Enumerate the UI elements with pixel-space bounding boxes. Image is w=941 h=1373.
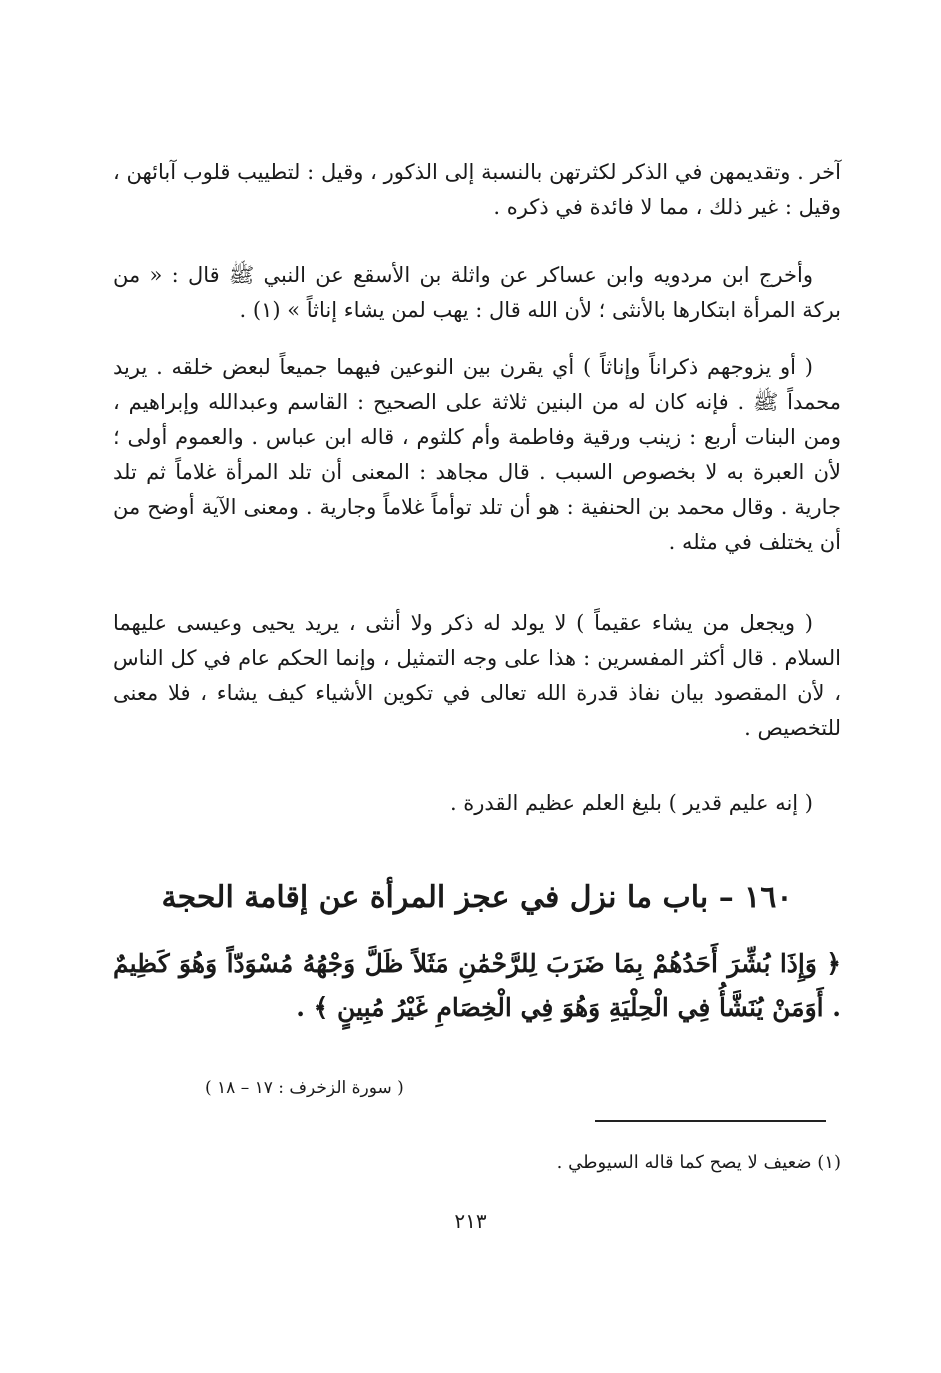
body-paragraph-5: ( إنه عليم قدير ) بليغ العلم عظيم القدرة .	[449, 791, 813, 815]
body-paragraph-3: ( أو يزوجهم ذكراناً وإناثاً ) أي يقرن بين النوعين فيهما جميعاً لبعض خلقه . يريد محمداً ﷺ . فإنه كان له من البنين ثلاثة على الصحيح : القاسم وعبدالله وإبراهيم ، ومن البنات أربع : زينب ورقية وفاطمة وأم كلثوم ، قاله ابن عباس . والعموم أولى ؛ لأن العبرة به لا بخصوص السبب . قال مجاهد : المعنى أن تلد المرأة غلاماً ثم تلد جارية . وقال محمد بن الحنفية : هو أن تلد توأماً غلاماً وجارية . ومعنى الآية أوضح من أن يختلف في مثله .	[113, 355, 841, 554]
surah-reference: ( سورة الزخرف : ١٧ – ١٨ )	[205, 1078, 404, 1098]
body-paragraph-1: آخر . وتقديمهن في الذكر لكثرتهن بالنسبة إلى الذكور ، وقيل : لتطييب قلوب آبائهن ، وقيل : غير ذلك ، مما لا فائدة في ذكره .	[113, 160, 841, 219]
body-paragraph-2: وأخرج ابن مردويه وابن عساكر عن واثلة بن الأسقع عن النبي ﷺ قال : « من بركة المرأة ابتكارها بالأنثى ؛ لأن الله قال : يهب لمن يشاء إناثاً » (١) .	[113, 263, 841, 322]
body-paragraph-4: ( ويجعل من يشاء عقيماً ) لا يولد له ذكر ولا أنثى ، يريد يحيى وعيسى عليهما السلام . قال أكثر المفسرين : هذا على وجه التمثيل ، وإنما الحكم عام في كل الناس ، لأن المقصود بيان نفاذ قدرة الله تعالى في تكوين الأشياء كيف يشاء ، فلا معنى للتخصيص .	[113, 611, 841, 740]
chapter-heading: ١٦٠ – باب ما نزل في عجز المرأة عن إقامة الحجة	[161, 880, 793, 915]
footnote-1: (١) ضعيف لا يصح كما قاله السيوطي .	[556, 1152, 841, 1173]
quran-verse: ﴿ وَإِذَا بُشِّرَ أَحَدُهُمْ بِمَا ضَرَبَ لِلرَّحْمَٰنِ مَثَلاً ظَلَّ وَجْهُهُ مُسْوَدّاً وَهُوَ كَظِيمٌ . أَوَمَنْ يُنَشَّأُ فِي الْحِلْيَةِ وَهُوَ فِي الْخِصَامِ غَيْرُ مُبِينٍ ﴾ .	[113, 949, 841, 1022]
footnote-divider	[595, 1120, 826, 1122]
page-number: ٢١٣	[454, 1209, 487, 1233]
